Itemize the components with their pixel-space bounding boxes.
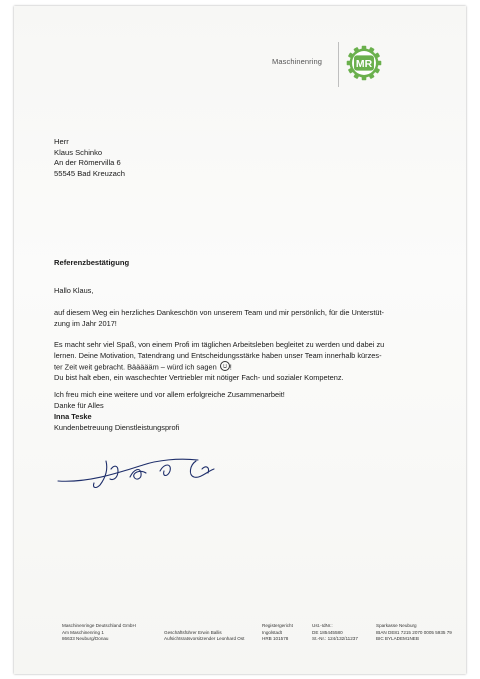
signer-name: Inna Teske <box>54 412 92 421</box>
paragraph-line: Es macht sehr viel Spaß, von einem Profi im täglichen Arbeitsleben begleitet zu werden und dabei zu <box>54 340 385 349</box>
paragraph-line: Du bist halt eben, ein waschechter Vertriebler mit nötiger Fach- und sozialer Kompetenz. <box>54 373 344 382</box>
footer-line: HRB 101578 <box>262 636 289 642</box>
recipient-salutation: Herr <box>54 137 69 146</box>
footer-company <box>62 623 136 643</box>
letter-page <box>14 6 466 674</box>
header-divider <box>338 42 339 87</box>
smiley-icon <box>220 361 230 371</box>
footer-line: DE 185445580 <box>312 629 343 635</box>
footer-tax <box>312 623 358 643</box>
handwritten-signature <box>48 443 248 495</box>
footer-line: Am Maschinenring 1 <box>62 629 104 635</box>
letter-subject: Referenzbestätigung <box>54 258 130 267</box>
recipient-address <box>54 137 125 179</box>
footer-line: BIC BYLADEM1NEB <box>376 636 419 642</box>
paragraph-thanks <box>54 308 434 329</box>
paragraph-line: zung im Jahr 2017! <box>54 318 117 328</box>
footer-line: St.-Nr.: 124/132/11237 <box>312 636 358 642</box>
paragraph-line: auf diesem Weg ein herzliches Dankeschön von unserem Team und mir persönlich, für die Unterstüt- <box>54 308 385 317</box>
footer-line: Geschäftsführer Erwin Ballis <box>164 629 222 635</box>
paragraph-text: ter Zeit weit gebracht. Bäääääm – würd ich sagen <box>54 362 217 372</box>
paragraph-closing <box>54 390 434 411</box>
footer-line: Ingolstadt <box>262 629 282 635</box>
footer-management <box>164 623 244 643</box>
footer-line: Maschinenringe Deutschland GmbH <box>62 623 136 628</box>
recipient-city: 55545 Bad Kreuzach <box>54 168 125 178</box>
footer-register <box>262 623 293 643</box>
footer-line: Sparkasse Neuburg <box>376 623 417 628</box>
signer-title: Kundenbetreuung Dienstleistungsprofi <box>54 423 180 432</box>
footer-bank <box>376 623 452 643</box>
maschinenring-logo <box>345 44 383 82</box>
paragraph-text: ! <box>229 362 232 372</box>
recipient-name: Klaus Schinko <box>54 147 103 157</box>
brand-name: Maschinenring <box>272 57 323 66</box>
paragraph-line: Danke für Alles <box>54 400 104 410</box>
footer-line: Ust.-IdNr.: <box>312 623 333 628</box>
recipient-street: An der Römervilla 6 <box>54 158 121 167</box>
paragraph-praise <box>54 340 434 384</box>
footer-line: 86633 Neuburg/Donau <box>62 636 109 642</box>
greeting: Hallo Klaus, <box>54 286 94 295</box>
footer-line: Aufsichtsratsvorsitzender Leonhard Ost <box>164 636 245 642</box>
footer-line: IBAN DE81 7215 2070 0005 5935 79 <box>376 629 452 635</box>
footer-line: Registergericht <box>262 623 293 628</box>
paragraph-line-with-smiley <box>54 361 434 373</box>
paragraph-line: Ich freu mich eine weitere und vor allem erfolgreiche Zusammenarbeit! <box>54 390 285 399</box>
logo-text: MR <box>355 58 373 70</box>
paragraph-line: lernen. Deine Motivation, Tatendrang und Entscheidungsstärke haben unser Team innerhalb kürzes- <box>54 350 382 360</box>
